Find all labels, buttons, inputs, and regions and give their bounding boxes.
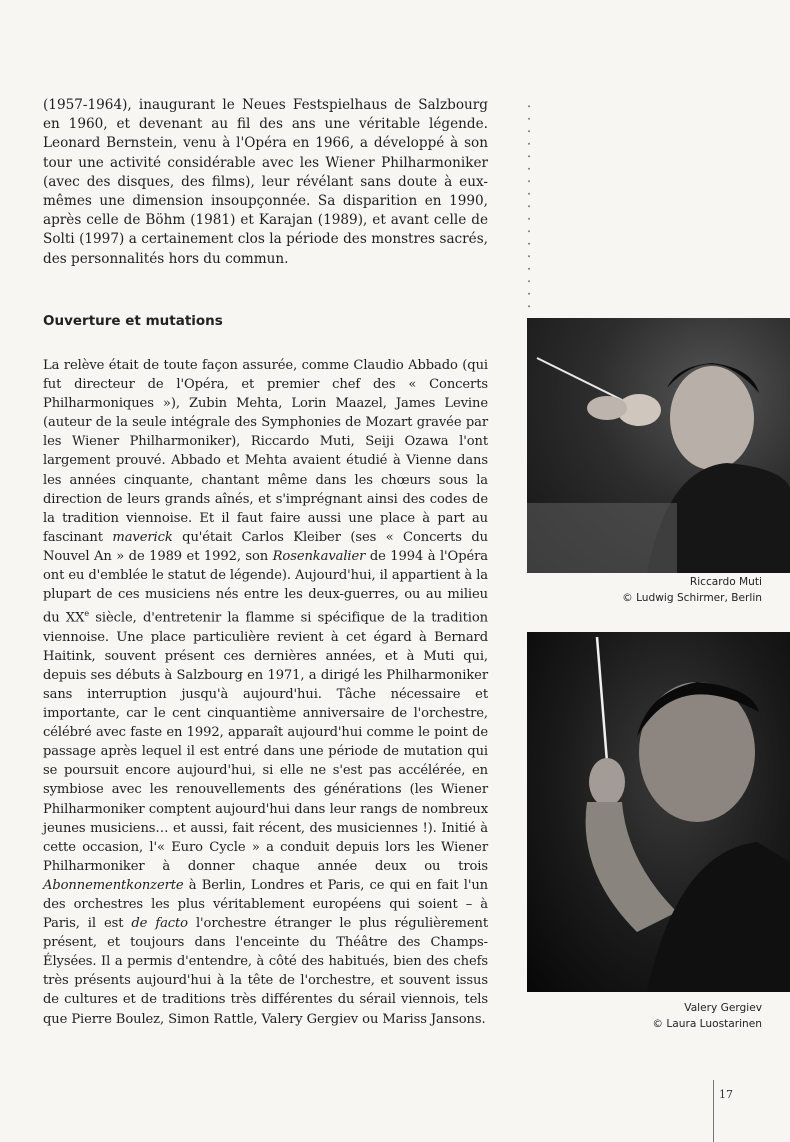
text-run: à Berlin, Londres et Paris, ce qui en fait l'un des orchestres les plus véritablement européens qui soient – à Paris, il est: [43, 877, 488, 932]
photo-caption-1: [622, 574, 762, 606]
text-run: siècle, d'entretenir la flamme si spécifique de la tradition viennoise. Une place particulière revient à cet égard à Bernard Haitink, souvent présent ces dernières années, et à Muti qui, depuis ses débuts à Salzbourg en 1971, a dirigé les Philharmoniker sans interruption jusqu'à aujourd'hui. Tâche nécessaire et importante, car le cent cinquantième anniversaire de l'orchestre, célébré avec faste en 1992, apparaît aujourd'hui comme le point de passage après lequel il est entré dans une période de mutation qui se poursuit encore aujourd'hui, si elle ne s'est pas accélérée, en symbiose avec les renouvellements des générations (les Wiener Philharmoniker comptent aujourd'hui dans leur rangs de nombreux jeunes musiciens… et aussi, fait récent, des musiciennes !). Initié à cette occasion, l'« Euro Cycle » a conduit depuis lors les Wiener Philharmoniker à donner chaque année deux ou trois: [43, 610, 488, 874]
page-number: 17: [713, 1080, 743, 1142]
paragraph-1: (1957-1964), inaugurant le Neues Festspielhaus de Salzbourg en 1960, et devenant au fil des ans une véritable légende. Leonard Bernstein, venu à l'Opéra en 1966, a développé à son tour une activité considérable avec les Wiener Philharmoniker (avec des disques, des films), leur révélant sans doute à eux-mêmes une dimension insoupçonnée. Sa disparition en 1990, après celle de Böhm (1981) et Karajan (1989), et avant celle de Solti (1997) a certainement clos la période des monstres sacrés, des personnalités hors du commun.: [43, 97, 488, 267]
section-heading: Ouverture et mutations: [43, 313, 223, 329]
text-run: l'orchestre étranger le plus régulièrement présent, et toujours dans l'enceinte du Théâtre des Champs-Élysées. Il a permis d'entendre, à côté des habitués, bien des chefs très présents aujourd'hui à la tête de l'orchestre, et souvent issus de cultures et de traditions très différentes du sérail viennois, tels que Pierre Boulez, Simon Rattle, Valery Gergiev ou Mariss Jansons.: [43, 916, 488, 1027]
caption-credit: © Laura Luostarinen: [652, 1018, 762, 1030]
italic-text: Rosenkavalier: [272, 548, 366, 564]
paragraph-2: [43, 356, 488, 1029]
italic-text: maverick: [112, 529, 173, 545]
caption-name: Riccardo Muti: [689, 576, 762, 588]
italic-text: Abonnementkonzerte: [43, 877, 184, 893]
conductor-illustration: [527, 318, 790, 573]
conductor-illustration: [527, 632, 790, 992]
text-run: La relève était de toute façon assurée, comme Claudio Abbado (qui fut directeur de l'Opéra, et premier chef des « Concerts Philharmoniques »), Zubin Mehta, Lorin Maazel, James Levine (auteur de la seule intégrale des Symphonies de Mozart gravée par les Wiener Philharmoniker), Riccardo Muti, Seiji Ozawa l'ont largement prouvé. Abbado et Mehta avaient étudié à Vienne dans les années cinquante, chantant même dans les chœurs sous la direction de leurs grands aînés, et s'imprégnant ainsi des codes de la tradition viennoise. Et il faut faire aussi une place à part au fascinant: [43, 358, 488, 545]
caption-credit: © Ludwig Schirmer, Berlin: [622, 592, 762, 604]
text-run: qu'était Carlos Kleiber (ses « Concerts du Nouvel An » de 1989 et 1992, son: [43, 529, 488, 564]
photo-muti: [527, 318, 790, 573]
photo-caption-2: [652, 1000, 762, 1032]
text-run: de 1994 à l'Opéra ont eu d'emblée le statut de légende). Aujourd'hui, il appartient à la plupart de ces musiciens nés entre les deux-guerres, ou au milieu du XX: [43, 548, 488, 626]
italic-text: de facto: [131, 916, 188, 932]
photo-gergiev: [527, 632, 790, 992]
dotted-margin-rule: [527, 100, 531, 310]
caption-name: Valery Gergiev: [684, 1002, 762, 1014]
superscript: e: [84, 609, 89, 619]
